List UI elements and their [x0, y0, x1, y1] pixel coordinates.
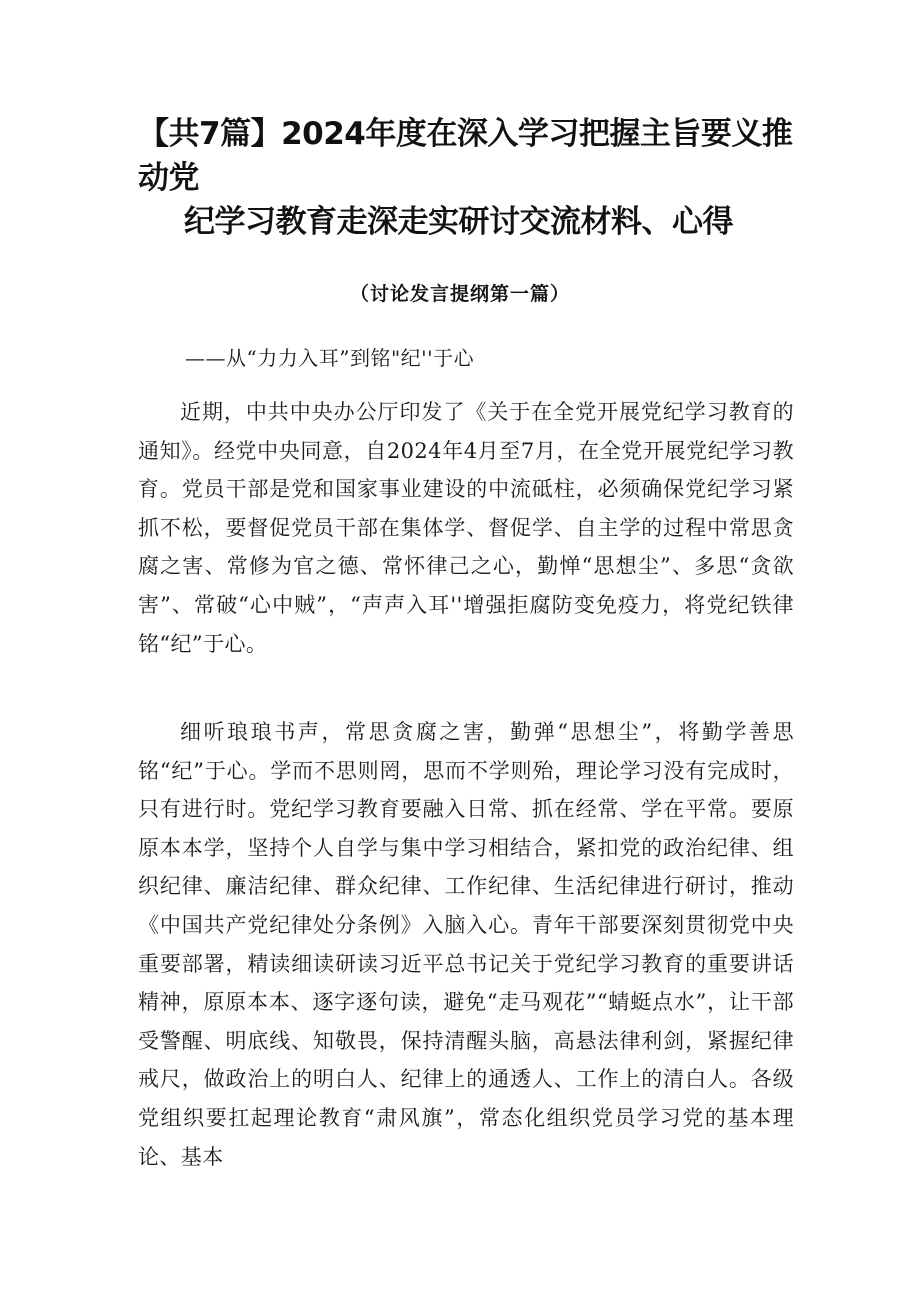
title-line-1: 【共7篇】2024年度在深入学习把握主旨要义推动党 [138, 116, 793, 196]
section-subheading: （讨论发言提纲第一篇） [349, 283, 570, 305]
title-line-2: 纪学习教育走深走实研讨交流材料、心得 [184, 204, 733, 240]
document-title [138, 112, 818, 244]
body-paragraph: 近期，中共中央办公厅印发了《关于在全党开展党纪学习教育的通知》。经党中央同意，自2024年4月至7月，在全党开展党纪学习教育。党员干部是党和国家事业建设的中流砥柱，必须确保党纪学习紧抓不松，要督促党员干部在集体学、督促学、自主学的过程中常思贪腐之害、常修为官之德、常怀律己之心，勤惮“思想尘”、多思“贪欲害”、常破“心中贼”，“声声入耳''增强拒腐防变免疫力，将党纪铁律铭“纪”于心。 [138, 400, 794, 656]
section-tagline: ——从“力力入耳”到铭"纪''于心 [185, 346, 475, 370]
body-paragraph: 细听琅琅书声，常思贪腐之害，勤弹“思想尘”，将勤学善思铭“纪”于心。学而不思则罔，思而不学则殆，理论学习没有完成时，只有进行时。党纪学习教育要融入日常、抓在经常、学在平常。要原原本本学，坚持个人自学与集中学习相结合，紧扣党的政治纪律、组织纪律、廉洁纪律、群众纪律、工作纪律、生活纪律进行研讨，推动《中国共产党纪律处分条例》入脑入心。青年干部要深刻贯彻党中央重要部署，精读细读研读习近平总书记关于党纪学习教育的重要讲话精神，原原本本、逐字逐句读，避免“走马观花”“蜻蜓点水”，让干部受警醒、明底线、知敬畏，保持清醒头脑，高悬法律利剑，紧握纪律戒尺，做政治上的明白人、纪律上的通透人、工作上的清白人。各级党组织要扛起理论教育“肃风旗”，常态化组织党员学习党的基本理论、基本 [138, 720, 794, 1169]
